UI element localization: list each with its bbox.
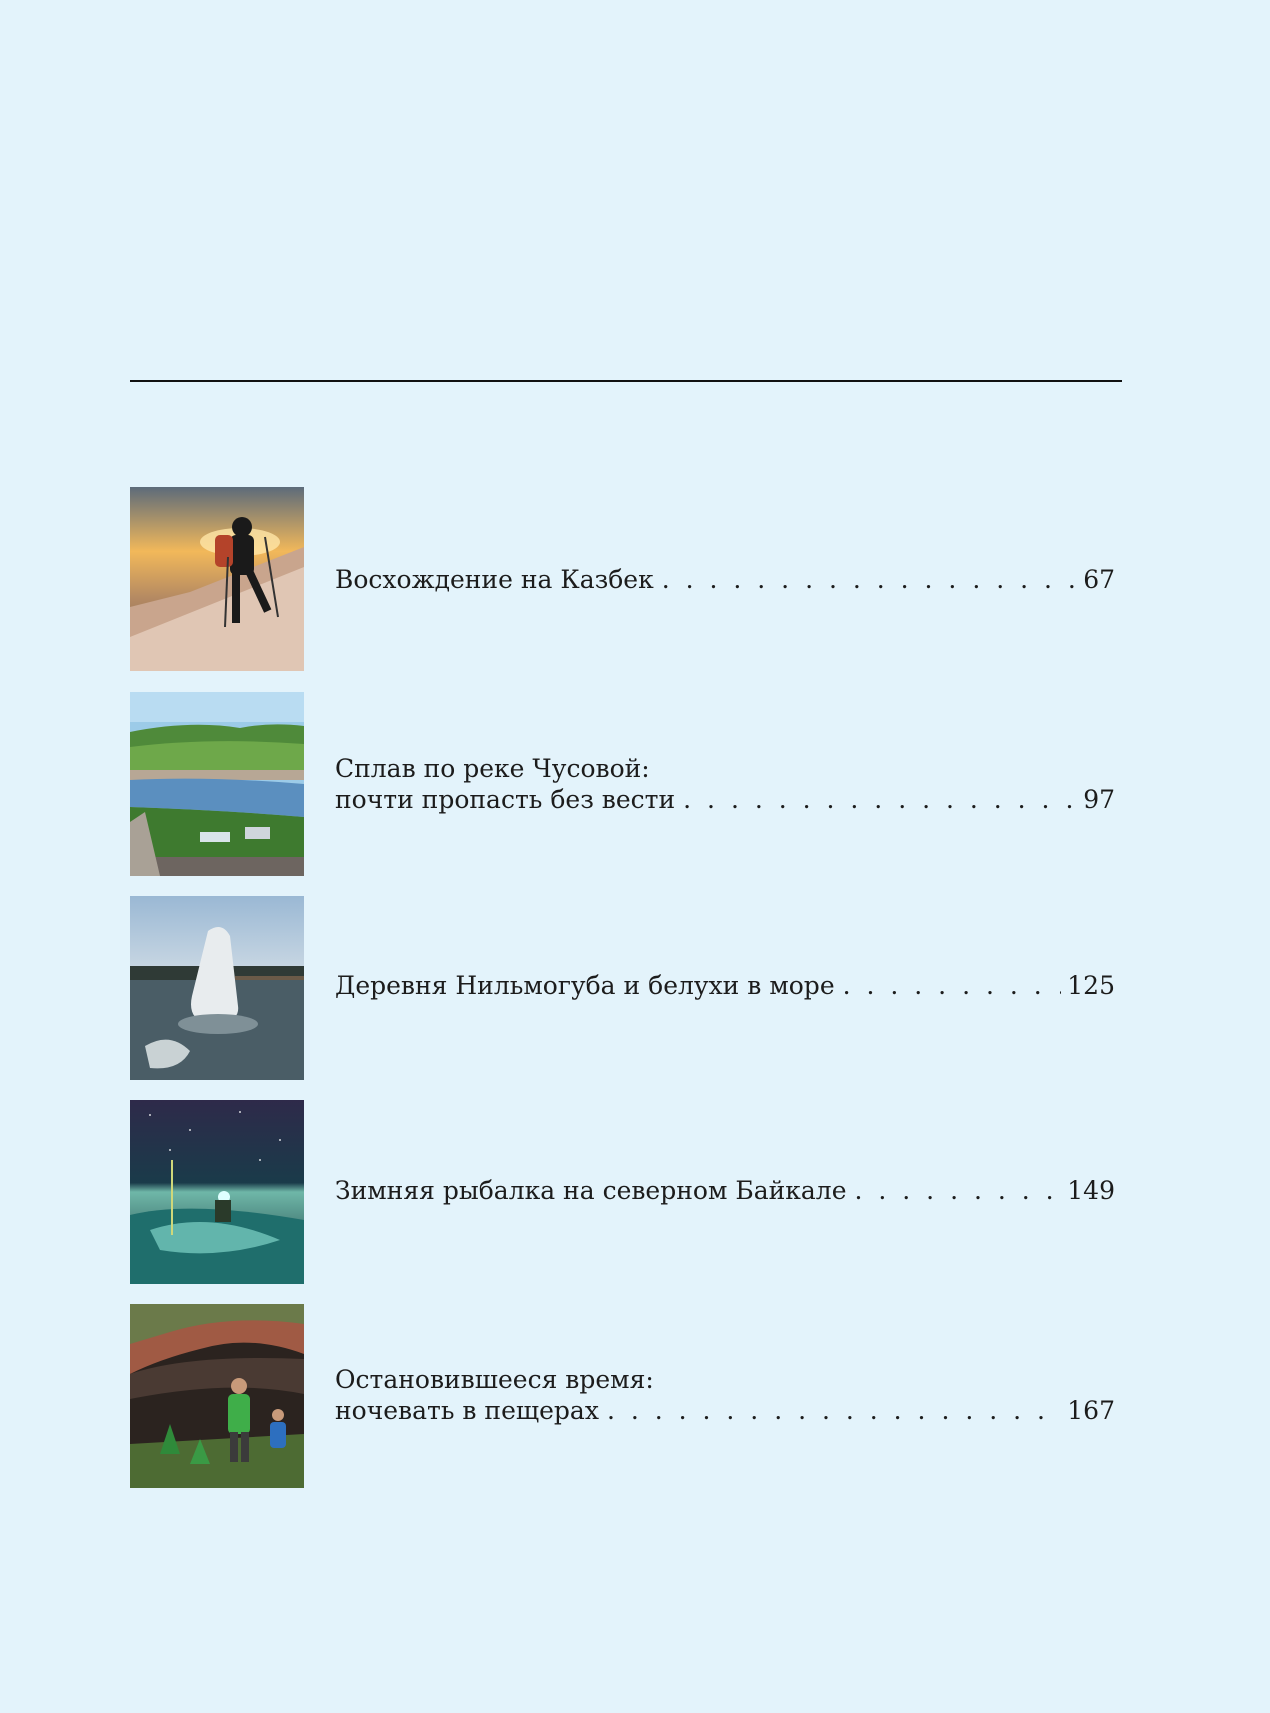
toc-page-number: 167 <box>1067 1396 1115 1425</box>
night-ice-fishing-photo <box>130 1100 304 1284</box>
toc-page-number: 97 <box>1083 785 1115 814</box>
beluga-whale-sculpture-photo <box>130 896 304 1080</box>
dot-leader <box>662 564 1077 595</box>
toc-page-number: 149 <box>1067 1176 1115 1205</box>
river-town-valley-photo <box>130 692 304 876</box>
dot-leader <box>843 970 1062 1001</box>
toc-entry-title-continued: ночевать в пещерах <box>335 1396 599 1425</box>
toc-entry-title-continued: почти пропасть без вести <box>335 785 676 814</box>
toc-entry-title: Остановившееся время: <box>335 1365 654 1394</box>
toc-entry[interactable] <box>130 487 1115 671</box>
mountain-climber-sunset-photo <box>130 487 304 671</box>
toc-page-number: 67 <box>1083 565 1115 594</box>
dot-leader <box>607 1395 1061 1426</box>
dot-leader <box>683 784 1077 815</box>
toc-entry-title: Деревня Нильмогуба и белухи в море <box>335 971 835 1000</box>
toc-entry[interactable] <box>130 692 1115 876</box>
toc-entry[interactable] <box>130 896 1115 1080</box>
toc-entry[interactable] <box>130 1304 1115 1488</box>
section-divider-rule <box>130 380 1122 382</box>
cave-explorers-photo <box>130 1304 304 1488</box>
toc-entry-title: Зимняя рыбалка на северном Байкале <box>335 1176 847 1205</box>
dot-leader <box>855 1175 1062 1206</box>
toc-entry-title: Восхождение на Казбек <box>335 565 654 594</box>
toc-entry-title: Сплав по реке Чусовой: <box>335 754 650 783</box>
toc-entry[interactable] <box>130 1100 1115 1284</box>
toc-page-number: 125 <box>1067 971 1115 1000</box>
